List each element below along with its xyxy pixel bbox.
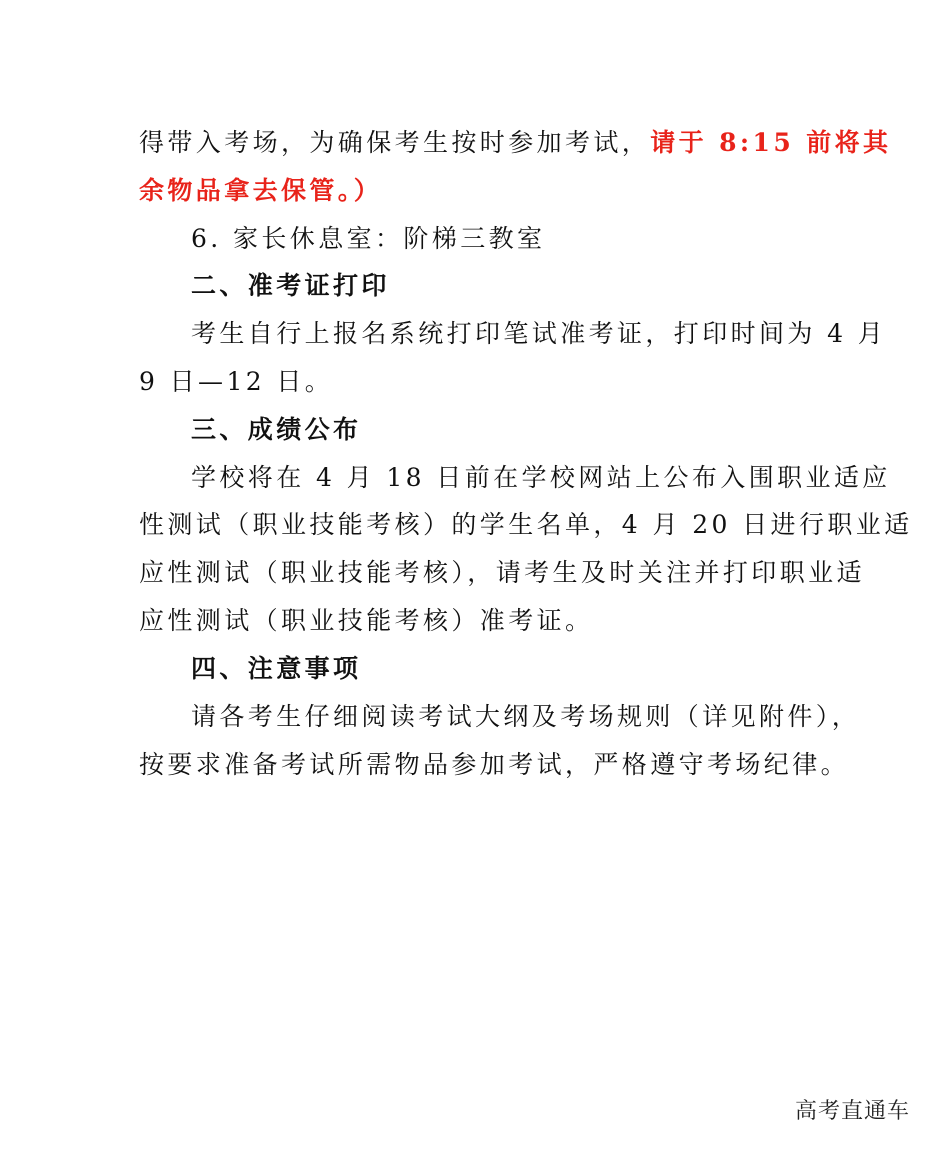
- paragraph-text: 得带入考场，为确保考生按时参加考试，: [139, 128, 651, 157]
- paragraph-line: 性测试（职业技能考核）的学生名单，4 月 20 日进行职业适: [139, 510, 913, 539]
- paragraph-line: 按要求准备考试所需物品参加考试，严格遵守考场纪律。: [139, 750, 850, 779]
- section-heading-admission-ticket: 二、准考证打印: [191, 271, 390, 300]
- section-heading-notes: 四、注意事项: [191, 654, 362, 683]
- list-item-parent-lounge: 6. 家长休息室：阶梯三教室: [191, 224, 546, 253]
- paragraph-line: 9 日—12 日。: [139, 367, 334, 396]
- paragraph-line: [139, 128, 891, 158]
- watermark-text: 高考直通车: [794, 1099, 910, 1124]
- section-heading-results: 三、成绩公布: [191, 415, 362, 444]
- highlight-text: 请于 8:15 前将其: [650, 128, 892, 157]
- paragraph-line: 应性测试（职业技能考核）准考证。: [139, 606, 594, 635]
- paragraph-line: 请各考生仔细阅读考试大纲及考场规则（详见附件），: [191, 702, 861, 731]
- paragraph-line: 考生自行上报名系统打印笔试准考证，打印时间为 4 月: [191, 319, 887, 348]
- paragraph-line: 学校将在 4 月 18 日前在学校网站上公布入围职业适应: [191, 463, 891, 492]
- paragraph-line: 应性测试（职业技能考核），请考生及时关注并打印职业适: [139, 558, 865, 587]
- highlight-line: 余物品拿去保管。）: [139, 176, 383, 205]
